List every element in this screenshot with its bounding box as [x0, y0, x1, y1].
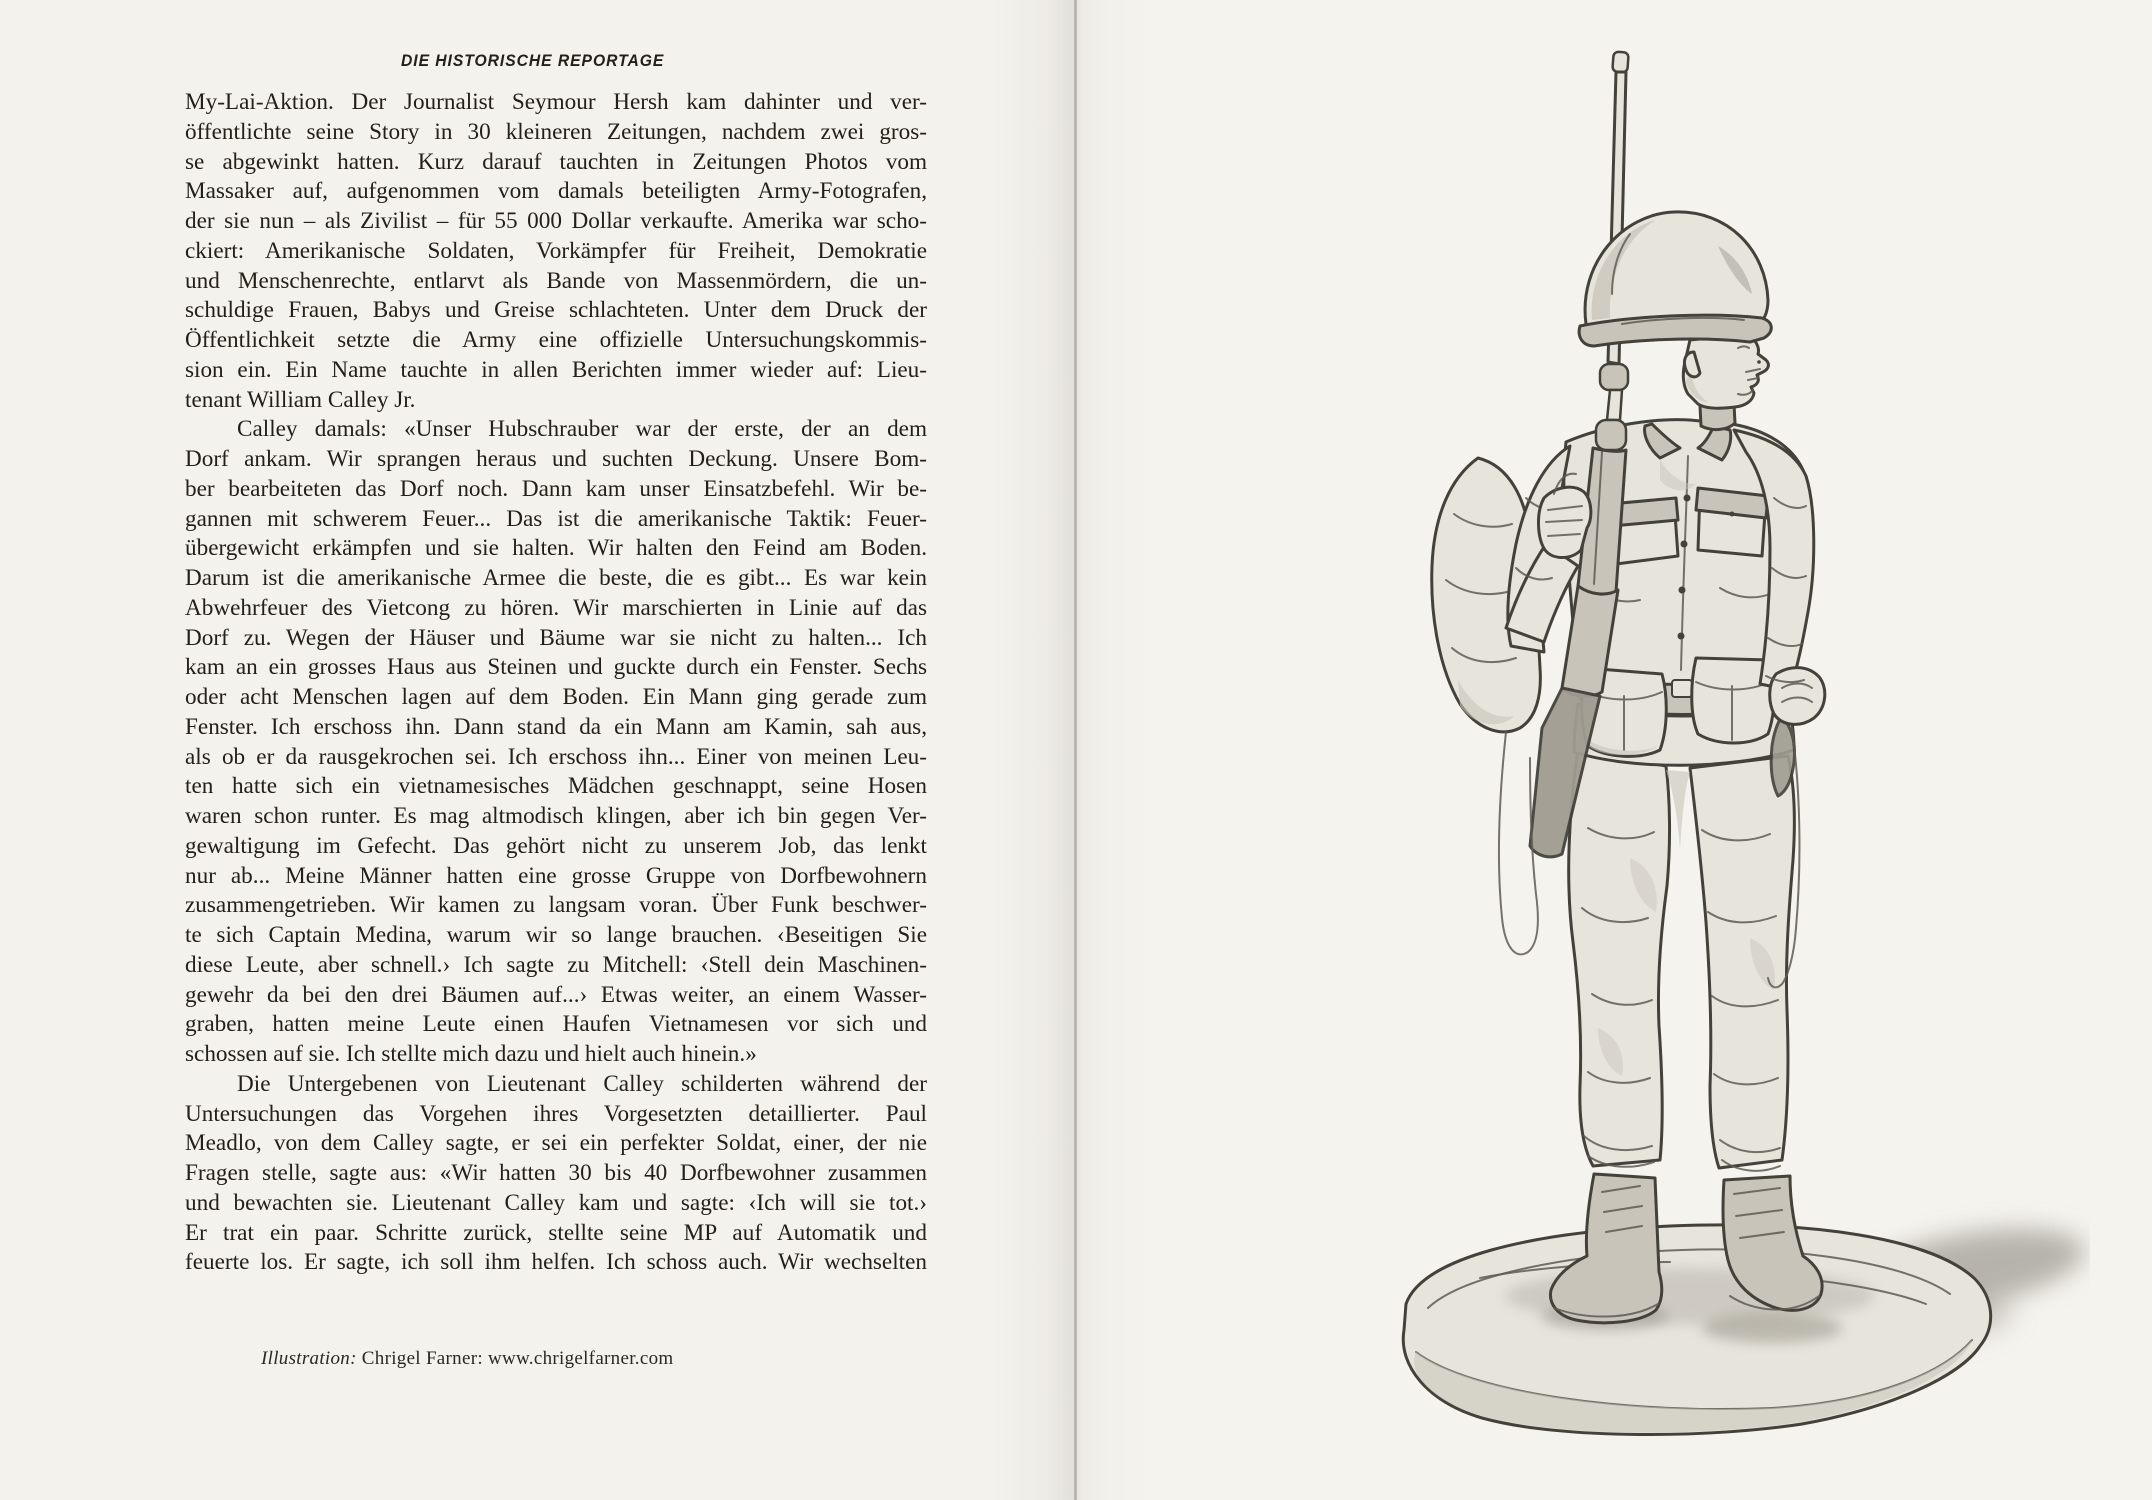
body-text-line: und bewachten sie. Lieutenant Calley kam und sagte: ‹Ich will sie tot.› [185, 1189, 927, 1216]
credit-label: Illustration: [261, 1348, 357, 1369]
body-text-line: als ob er da rausgekrochen sei. Ich erschoss ihn... Einer von meinen Leu- [185, 743, 927, 770]
body-text-line: waren schon runter. Es mag altmodisch klingen, aber ich bin gegen Ver- [185, 803, 927, 829]
body-text-line: se abgewinkt hatten. Kurz darauf tauchten in Zeitungen Photos vom [185, 148, 927, 175]
body-text-line: Dorf ankam. Wir sprangen heraus und suchten Deckung. Unsere Bom- [185, 446, 927, 472]
body-text-line: sion ein. Ein Name tauchte in allen Berichten immer wieder auf: Lieu- [185, 356, 927, 383]
credit-text: Chrigel Farner: www.chrigelfarner.com [356, 1348, 674, 1369]
body-text-line: te sich Captain Medina, warum wir so lange brauchen. ‹Beseitigen Sie [185, 922, 927, 948]
body-text-line: Calley damals: «Unser Hubschrauber war der erste, der an dem [237, 416, 927, 443]
body-text-line: ten hatte sich ein vietnamesisches Mädchen geschnappt, seine Hosen [185, 773, 927, 800]
head [1579, 212, 1771, 430]
body-text-line: Fenster. Ich erschoss ihn. Dann stand da ein Mann am Kamin, sah aus, [185, 713, 927, 740]
body-text-line: Darum ist die amerikanische Armee die beste, die es gibt... Es war kein [185, 565, 927, 591]
statue-base [1403, 1225, 1990, 1435]
body-text-line: zusammengetrieben. Wir kamen zu langsam voran. Über Funk beschwer- [185, 892, 927, 919]
article-text [185, 88, 927, 1278]
trousers [1569, 750, 1795, 1171]
body-text-line: Meadlo, von dem Calley sagte, er sei ein perfekter Soldat, einer, der nie [185, 1130, 927, 1157]
body-text-line: öffentlichte seine Story in 30 kleineren Zeitungen, nachdem zwei gros- [185, 118, 927, 145]
body-text-line: Massaker auf, aufgenommen vom damals beteiligten Army-Fotografen, [185, 178, 927, 205]
body-text-line: übergewicht erkämpfen und sie halten. Wir halten den Feind am Boden. [185, 535, 927, 562]
illustration-credit [261, 1348, 673, 1370]
body-text-line: graben, hatten meine Leute einen Haufen Vietnamesen vor sich und [185, 1011, 927, 1038]
body-text-line: Abwehrfeuer des Vietcong zu hören. Wir marschierten in Linie auf das [185, 594, 927, 621]
body-text-line: diese Leute, aber schnell.› Ich sagte zu Mitchell: ‹Stell dein Maschinen- [185, 951, 927, 978]
body-text-line: gewaltigung im Gefecht. Das gehört nicht zu unserem Job, das lenkt [185, 832, 927, 859]
body-text-line: oder acht Menschen lagen auf dem Boden. Ein Mann ging gerade zum [185, 684, 927, 710]
body-text-line: der sie nun – als Zivilist – für 55 000 Dollar verkaufte. Amerika war scho- [185, 208, 927, 234]
body-text-line: Fragen stelle, sagte aus: «Wir hatten 30 bis 40 Dorfbewohner zusammen [185, 1160, 927, 1186]
body-text-line: gannen mit schwerem Feuer... Das ist die amerikanische Taktik: Feuer- [185, 505, 927, 532]
body-text-line: Er trat ein paar. Schritte zurück, stellte seine MP auf Automatik und [185, 1219, 927, 1246]
running-header: DIE HISTORISCHE REPORTAGE [401, 52, 665, 70]
soldier-illustration [1330, 28, 2090, 1448]
body-text-line: feuerte los. Er sagte, ich soll ihm helfen. Ich schoss auch. Wir wechselten [185, 1249, 927, 1276]
body-text-line: gewehr da bei den drei Bäumen auf...› Etwas weiter, an einem Wasser- [185, 981, 927, 1008]
page-fold-line [1074, 0, 1077, 1500]
body-text-line: schossen auf sie. Ich stellte mich dazu und hielt auch hinein.» [185, 1041, 757, 1067]
body-text-line: My-Lai-Aktion. Der Journalist Seymour Hersh kam dahinter und ver- [185, 89, 927, 115]
body-text-line: und Menschenrechte, entlarvt als Bande von Massenmördern, die un- [185, 267, 927, 294]
body-text-line: Untersuchungen das Vorgehen ihres Vorgesetzten detaillierter. Paul [185, 1100, 927, 1127]
body-text-line: Die Untergebenen von Lieutenant Calley schilderten während der [237, 1070, 927, 1097]
body-text-line: nur ab... Meine Männer hatten eine grosse Gruppe von Dorfbewohnern [185, 862, 927, 889]
body-text-line: tenant William Calley Jr. [185, 386, 416, 413]
body-text-line: schuldige Frauen, Babys und Greise schlachteten. Unter dem Druck der [185, 297, 927, 324]
body-text-line: Öffentlichkeit setzte die Army eine offizielle Untersuchungskommis- [185, 327, 927, 353]
body-text-line: kam an ein grosses Haus aus Steinen und guckte durch ein Fenster. Sechs [185, 654, 927, 681]
body-text-line: Dorf zu. Wegen der Häuser und Bäume war sie nicht zu halten... Ich [185, 624, 927, 651]
body-text-line: ber bearbeiteten das Dorf noch. Dann kam unser Einsatzbefehl. Wir be- [185, 475, 927, 502]
body-text-line: ckiert: Amerikanische Soldaten, Vorkämpfer für Freiheit, Demokratie [185, 237, 927, 264]
